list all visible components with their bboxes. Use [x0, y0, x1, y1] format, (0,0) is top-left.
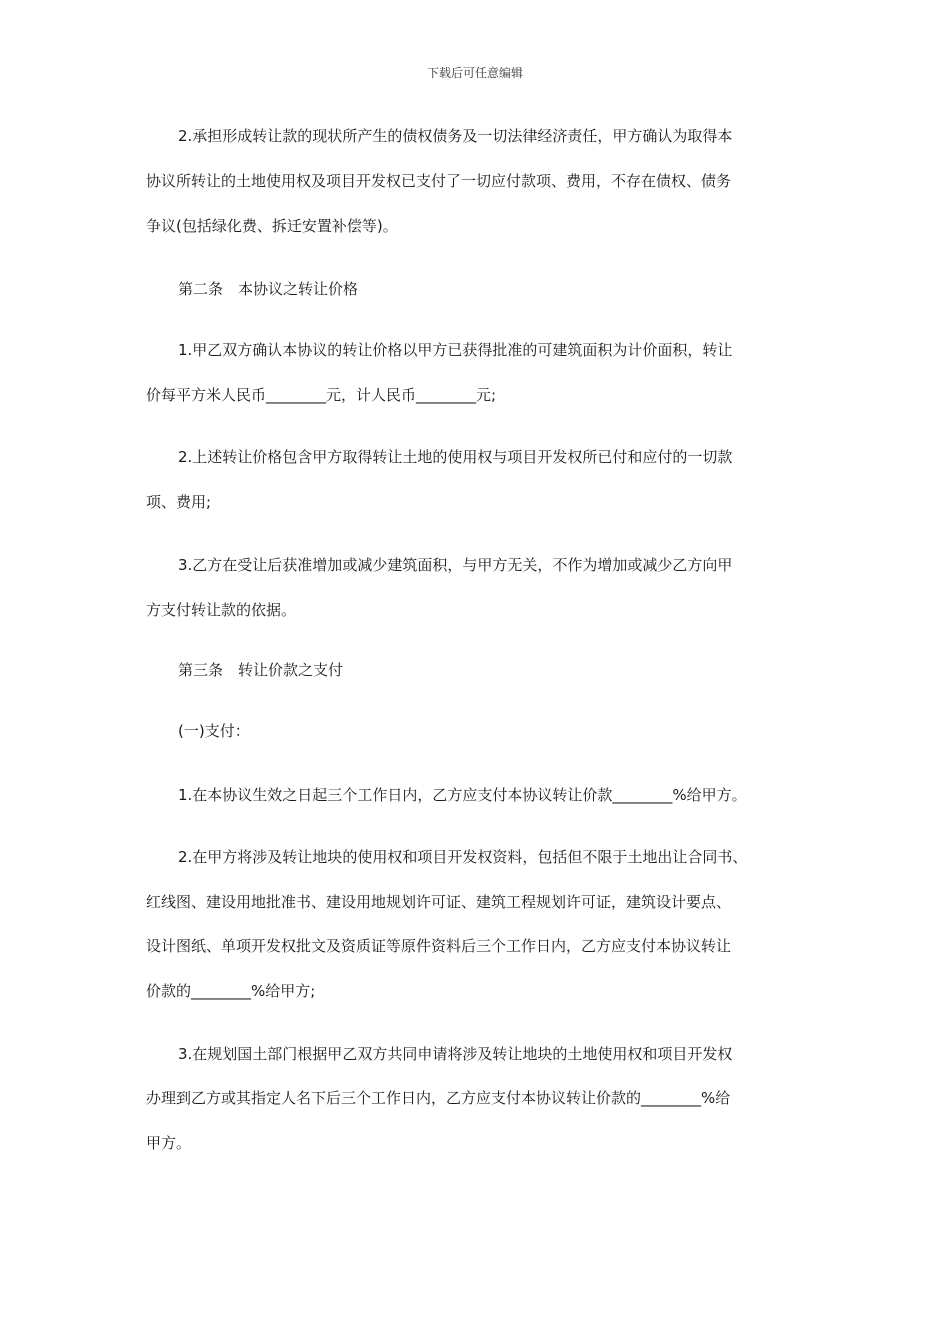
payment-clause2-line1: 2.在甲方将涉及转让地块的使用权和项目开发权资料，包括但不限于土地出让合同书、 [178, 848, 748, 866]
article3-heading: 第三条 转让价款之支付 [178, 661, 344, 679]
payment-clause3-line3: 甲方。 [146, 1134, 192, 1152]
article2-clause3-line1: 3.乙方在受让后获准增加或减少建筑面积，与甲方无关，不作为增加或减少乙方向甲 [178, 556, 733, 574]
payment-clause3-line1: 3.在规划国土部门根据甲乙双方共同申请将涉及转让地块的土地使用权和项目开发权 [178, 1045, 733, 1063]
payment-clause3-line2: 办理到乙方或其指定人名下后三个工作日内，乙方应支付本协议转让价款的________%给 [146, 1089, 731, 1107]
article2-clause1-line2: 价每平方米人民币________元，计人民币________元; [146, 386, 497, 404]
article1-clause2-line1: 2.承担形成转让款的现状所产生的债权债务及一切法律经济责任，甲方确认为取得本 [178, 127, 733, 145]
payment-clause2-line2: 红线图、建设用地批准书、建设用地规划许可证、建筑工程规划许可证，建筑设计要点、 [146, 893, 732, 911]
payment-subheading: (一)支付： [178, 722, 250, 740]
article2-clause2-line2: 项、费用; [146, 493, 212, 511]
article2-heading: 第二条 本协议之转让价格 [178, 280, 359, 298]
article1-clause2-line2: 协议所转让的土地使用权及项目开发权已支付了一切应付款项、费用，不存在债权、债务 [146, 172, 732, 190]
article2-clause3-line2: 方支付转让款的依据。 [146, 601, 297, 619]
article2-clause2-line1: 2.上述转让价格包含甲方取得转让土地的使用权与项目开发权所已付和应付的一切款 [178, 448, 733, 466]
payment-clause2-line3: 设计图纸、单项开发权批文及资质证等原件资料后三个工作日内，乙方应支付本协议转让 [146, 937, 732, 955]
payment-clause2-line4: 价款的________%给甲方; [146, 982, 316, 1000]
article2-clause1-line1: 1.甲乙双方确认本协议的转让价格以甲方已获得批准的可建筑面积为计价面积，转让 [178, 341, 733, 359]
payment-clause1: 1.在本协议生效之日起三个工作日内，乙方应支付本协议转让价款________%给甲方。 [178, 786, 747, 804]
article1-clause2-line3: 争议(包括绿化费、拆迁安置补偿等)。 [146, 217, 398, 235]
page-header: 下载后可任意编辑 [426, 66, 523, 80]
